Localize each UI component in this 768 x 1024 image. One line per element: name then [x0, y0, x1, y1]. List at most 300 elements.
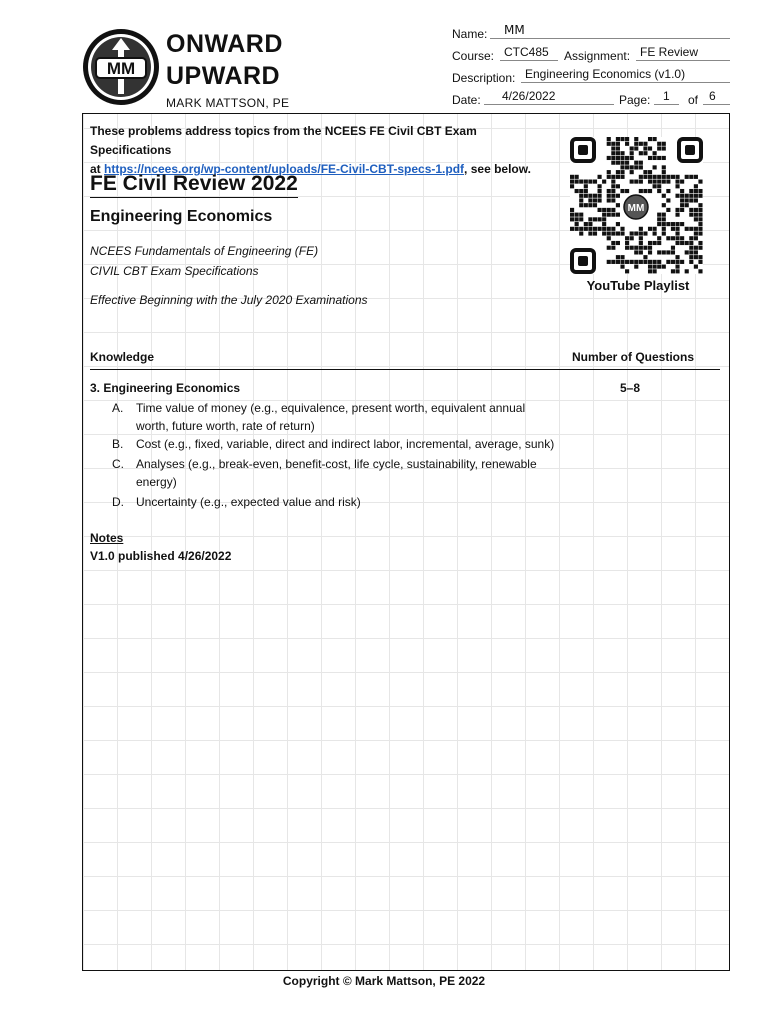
qr-module [625, 137, 629, 141]
qr-module [648, 156, 652, 160]
qr-module [593, 194, 597, 198]
course-label: Course: [452, 49, 495, 63]
qr-module [579, 231, 583, 235]
qr-module [653, 269, 657, 273]
qr-module [639, 142, 643, 146]
qr-module [698, 222, 702, 226]
qr-module [666, 260, 670, 264]
qr-module [666, 180, 670, 184]
of-value: 6 [709, 89, 716, 103]
qr-module [671, 227, 675, 231]
qr-module [662, 156, 666, 160]
qr-module [634, 142, 638, 146]
qr-module [671, 236, 675, 240]
qr-module [675, 213, 679, 217]
qr-module [675, 194, 679, 198]
qr-module [694, 198, 698, 202]
qr-module [616, 137, 620, 141]
qr-module [675, 260, 679, 264]
qr-module [570, 227, 574, 231]
qr-module [593, 180, 597, 184]
qr-module [634, 260, 638, 264]
spec-effective: Effective Beginning with the July 2020 Examinations [90, 293, 368, 307]
qr-module [648, 189, 652, 193]
questions-header: Number of Questions [572, 350, 695, 364]
qr-module [634, 246, 638, 250]
qr-module [611, 189, 615, 193]
qr-module [607, 208, 611, 212]
qr-module [675, 227, 679, 231]
qr-module [653, 184, 657, 188]
qr-module [639, 227, 643, 231]
knowledge-header: Knowledge [90, 350, 155, 364]
qr-module [662, 222, 666, 226]
list-item: C. Analyses (e.g., break-even, benefit-cost, life cycle, sustainability, renewable energy) [112, 457, 537, 489]
qr-module [616, 213, 620, 217]
qr-module [643, 189, 647, 193]
qr-module [620, 156, 624, 160]
qr-module [689, 213, 693, 217]
qr-module [657, 156, 661, 160]
qr-module [602, 231, 606, 235]
qr-module [639, 151, 643, 155]
qr-module [657, 175, 661, 179]
qr-module [662, 231, 666, 235]
qr-module [680, 208, 684, 212]
qr-module [607, 227, 611, 231]
qr-module [680, 180, 684, 184]
qr-module [598, 184, 602, 188]
qr-module [598, 217, 602, 221]
qr-module [616, 184, 620, 188]
qr-module [685, 227, 689, 231]
qr-module [698, 189, 702, 193]
qr-module [694, 246, 698, 250]
qr-module [588, 203, 592, 207]
qr-module [607, 194, 611, 198]
qr-module [607, 260, 611, 264]
qr-module [648, 175, 652, 179]
qr-module [611, 146, 615, 150]
qr-module [698, 217, 702, 221]
qr-module [675, 180, 679, 184]
qr-module [648, 146, 652, 150]
qr-module [598, 227, 602, 231]
qr-module [570, 175, 574, 179]
qr-module [607, 156, 611, 160]
qr-module [698, 203, 702, 207]
qr-module [657, 184, 661, 188]
qr-module [694, 184, 698, 188]
qr-module [643, 260, 647, 264]
copyright-footer: Copyright © Mark Mattson, PE 2022 [282, 974, 486, 988]
section-question-count: 5–8 [620, 381, 641, 395]
qr-module [666, 250, 670, 254]
qr-module [607, 213, 611, 217]
qr-module [607, 189, 611, 193]
qr-module [662, 170, 666, 174]
qr-module [698, 227, 702, 231]
qr-module [675, 269, 679, 273]
qr-module [694, 189, 698, 193]
qr-module [625, 156, 629, 160]
intro-after-link: , see below. [464, 162, 531, 176]
qr-module [625, 269, 629, 273]
qr-module [598, 194, 602, 198]
qr-module [680, 241, 684, 245]
qr-module [584, 194, 588, 198]
qr-module [611, 198, 615, 202]
qr-module [570, 184, 574, 188]
qr-module [648, 137, 652, 141]
qr-module [616, 170, 620, 174]
qr-module [666, 208, 670, 212]
qr-module [611, 180, 615, 184]
qr-module [620, 137, 624, 141]
qr-module [588, 194, 592, 198]
qr-module [685, 241, 689, 245]
qr-module [639, 236, 643, 240]
qr-module [611, 194, 615, 198]
qr-module [685, 198, 689, 202]
qr-module [579, 189, 583, 193]
qr-module [630, 236, 634, 240]
qr-module [680, 198, 684, 202]
qr-module [662, 250, 666, 254]
qr-module [620, 189, 624, 193]
qr-module [694, 250, 698, 254]
qr-module [657, 241, 661, 245]
qr-module [662, 194, 666, 198]
qr-module [588, 227, 592, 231]
qr-module [634, 250, 638, 254]
description-label: Description: [452, 71, 516, 85]
spec-line1: NCEES Fundamentals of Engineering (FE) [90, 244, 319, 258]
qr-module [648, 246, 652, 250]
list-item: A. Time value of money (e.g., equivalence, present worth, equivalent annual worth, future worth, rate of return) [112, 401, 526, 433]
qr-module [588, 222, 592, 226]
qr-module [639, 246, 643, 250]
qr-module [607, 170, 611, 174]
qr-module [689, 255, 693, 259]
qr-module [575, 227, 579, 231]
qr-module [570, 208, 574, 212]
qr-module [620, 227, 624, 231]
qr-module [639, 180, 643, 184]
qr-module [588, 198, 592, 202]
qr-module [689, 194, 693, 198]
qr-module [671, 250, 675, 254]
qr-module [648, 227, 652, 231]
qr-module [620, 151, 624, 155]
notes-heading: Notes [90, 531, 124, 545]
qr-module [689, 236, 693, 240]
qr-module [685, 250, 689, 254]
qr-module [625, 241, 629, 245]
assignment-label: Assignment: [564, 49, 631, 63]
qr-module [698, 213, 702, 217]
qr-module [634, 161, 638, 165]
qr-module [675, 222, 679, 226]
list-item: D. Uncertainty (e.g., expected value and risk) [112, 495, 361, 509]
qr-module [607, 236, 611, 240]
qr-module [657, 236, 661, 240]
qr-module [620, 255, 624, 259]
qr-module [657, 189, 661, 193]
assignment-value: FE Review [640, 45, 699, 59]
qr-module [643, 246, 647, 250]
qr-module [685, 269, 689, 273]
qr-module [639, 175, 643, 179]
qr-module [657, 180, 661, 184]
qr-module [607, 142, 611, 146]
qr-module [630, 146, 634, 150]
qr-module [662, 180, 666, 184]
qr-module [698, 180, 702, 184]
qr-module [694, 227, 698, 231]
qr-module [698, 260, 702, 264]
qr-module [625, 236, 629, 240]
qr-module [579, 194, 583, 198]
qr-module [685, 194, 689, 198]
qr-module [630, 151, 634, 155]
qr-module [570, 180, 574, 184]
qr-module [685, 203, 689, 207]
qr-module [657, 217, 661, 221]
qr-module [666, 236, 670, 240]
qr-module [671, 246, 675, 250]
qr-module [671, 260, 675, 264]
qr-module [630, 260, 634, 264]
qr-module [584, 203, 588, 207]
qr-module [634, 180, 638, 184]
qr-module [689, 208, 693, 212]
of-line [703, 89, 730, 105]
qr-module [662, 165, 666, 169]
qr-module [680, 203, 684, 207]
qr-module [694, 213, 698, 217]
qr-module [598, 175, 602, 179]
qr-module [639, 260, 643, 264]
qr-module [607, 175, 611, 179]
qr-module [593, 231, 597, 235]
ncees-spec-link[interactable]: https://ncees.org/wp-content/uploads/FE-Civil-CBT-specs-1.pdf [104, 162, 465, 176]
qr-module [616, 222, 620, 226]
qr-module [653, 151, 657, 155]
qr-module [694, 208, 698, 212]
qr-module [598, 198, 602, 202]
qr-module [634, 146, 638, 150]
qr-module [680, 222, 684, 226]
qr-module [698, 246, 702, 250]
qr-module [616, 194, 620, 198]
qr-module [694, 265, 698, 269]
page-label: Page: [619, 93, 651, 107]
qr-module [662, 265, 666, 269]
qr-module [611, 227, 615, 231]
list-item: B. Cost (e.g., fixed, variable, direct and indirect labor, incremental, average, sunk) [112, 437, 555, 451]
qr-module [698, 208, 702, 212]
qr-module [584, 189, 588, 193]
brand-author: MARK MATTSON, PE [166, 96, 290, 110]
qr-module [593, 217, 597, 221]
qr-module [593, 227, 597, 231]
qr-module [607, 231, 611, 235]
qr-module [611, 208, 615, 212]
qr-module [570, 213, 574, 217]
qr-module [616, 151, 620, 155]
qr-module [607, 246, 611, 250]
qr-module [643, 170, 647, 174]
qr-module [671, 269, 675, 273]
qr-module [680, 189, 684, 193]
qr-module [657, 213, 661, 217]
qr-module [579, 227, 583, 231]
qr-module [611, 184, 615, 188]
qr-module [662, 217, 666, 221]
qr-module [634, 231, 638, 235]
qr-module [648, 269, 652, 273]
qr-label: YouTube Playlist [586, 278, 690, 293]
name-line [490, 23, 730, 39]
qr-module [653, 156, 657, 160]
qr-module [675, 255, 679, 259]
qr-module [698, 255, 702, 259]
qr-module [666, 175, 670, 179]
qr-module [671, 222, 675, 226]
qr-module [598, 189, 602, 193]
qr-module [611, 175, 615, 179]
qr-module [671, 175, 675, 179]
of-label: of [688, 93, 699, 107]
qr-module [616, 231, 620, 235]
qr-module [611, 246, 615, 250]
qr-module [611, 151, 615, 155]
qr-module [675, 231, 679, 235]
qr-module [643, 142, 647, 146]
qr-module [625, 189, 629, 193]
qr-module [657, 142, 661, 146]
qr-module [575, 189, 579, 193]
spec-line2: CIVIL CBT Exam Specifications [90, 264, 259, 278]
qr-module [611, 260, 615, 264]
qr-module [593, 203, 597, 207]
description-value: Engineering Economics (v1.0) [525, 67, 686, 81]
qr-module [639, 165, 643, 169]
qr-module [602, 180, 606, 184]
page-value: 1 [663, 89, 670, 103]
qr-module [653, 227, 657, 231]
qr-center-text: MM [627, 203, 645, 214]
qr-module [584, 180, 588, 184]
youtube-qr-code[interactable] [570, 137, 703, 274]
qr-module [662, 142, 666, 146]
qr-module [694, 255, 698, 259]
qr-module [657, 146, 661, 150]
qr-module [675, 208, 679, 212]
qr-module [639, 250, 643, 254]
qr-module [689, 175, 693, 179]
qr-module [675, 241, 679, 245]
qr-module [584, 222, 588, 226]
qr-module [662, 203, 666, 207]
qr-module [675, 236, 679, 240]
qr-module [653, 265, 657, 269]
qr-module [694, 231, 698, 235]
qr-module [616, 142, 620, 146]
qr-module [616, 260, 620, 264]
qr-module [588, 231, 592, 235]
course-value: CTC485 [504, 45, 549, 59]
qr-module [643, 231, 647, 235]
page-subtitle: Engineering Economics [90, 208, 273, 225]
section-title: 3. Engineering Economics [90, 381, 241, 395]
qr-module [611, 161, 615, 165]
qr-module [662, 227, 666, 231]
page-title: FE Civil Review 2022 [90, 172, 298, 198]
qr-module [643, 151, 647, 155]
qr-module [634, 265, 638, 269]
qr-module [630, 180, 634, 184]
qr-module [620, 231, 624, 235]
qr-module [584, 184, 588, 188]
qr-module [698, 241, 702, 245]
brand-line-upward: UPWARD [166, 62, 281, 90]
qr-module [689, 198, 693, 202]
qr-module [648, 241, 652, 245]
qr-module [616, 146, 620, 150]
qr-module [675, 184, 679, 188]
qr-module [607, 137, 611, 141]
qr-module [689, 241, 693, 245]
qr-module [611, 231, 615, 235]
qr-module [575, 175, 579, 179]
qr-module [630, 165, 634, 169]
name-label: Name: [452, 27, 488, 41]
qr-module [630, 170, 634, 174]
qr-module [639, 231, 643, 235]
qr-module [588, 217, 592, 221]
qr-module [653, 180, 657, 184]
qr-module [620, 260, 624, 264]
qr-module [616, 203, 620, 207]
qr-module [698, 194, 702, 198]
qr-module [657, 250, 661, 254]
qr-module [570, 217, 574, 221]
qr-module [620, 265, 624, 269]
qr-module [588, 180, 592, 184]
qr-module [611, 156, 615, 160]
qr-module [653, 175, 657, 179]
qr-module [579, 198, 583, 202]
qr-module [648, 260, 652, 264]
qr-module [689, 189, 693, 193]
logo-text: MM [106, 59, 136, 78]
qr-module [607, 198, 611, 202]
qr-module [616, 241, 620, 245]
qr-module [666, 198, 670, 202]
qr-module [648, 180, 652, 184]
qr-module [602, 227, 606, 231]
qr-module [575, 217, 579, 221]
qr-module [611, 213, 615, 217]
date-label: Date: [452, 93, 481, 107]
qr-module [657, 260, 661, 264]
qr-module [666, 189, 670, 193]
qr-module [593, 198, 597, 202]
mm-logo [82, 28, 160, 106]
qr-module [620, 161, 624, 165]
